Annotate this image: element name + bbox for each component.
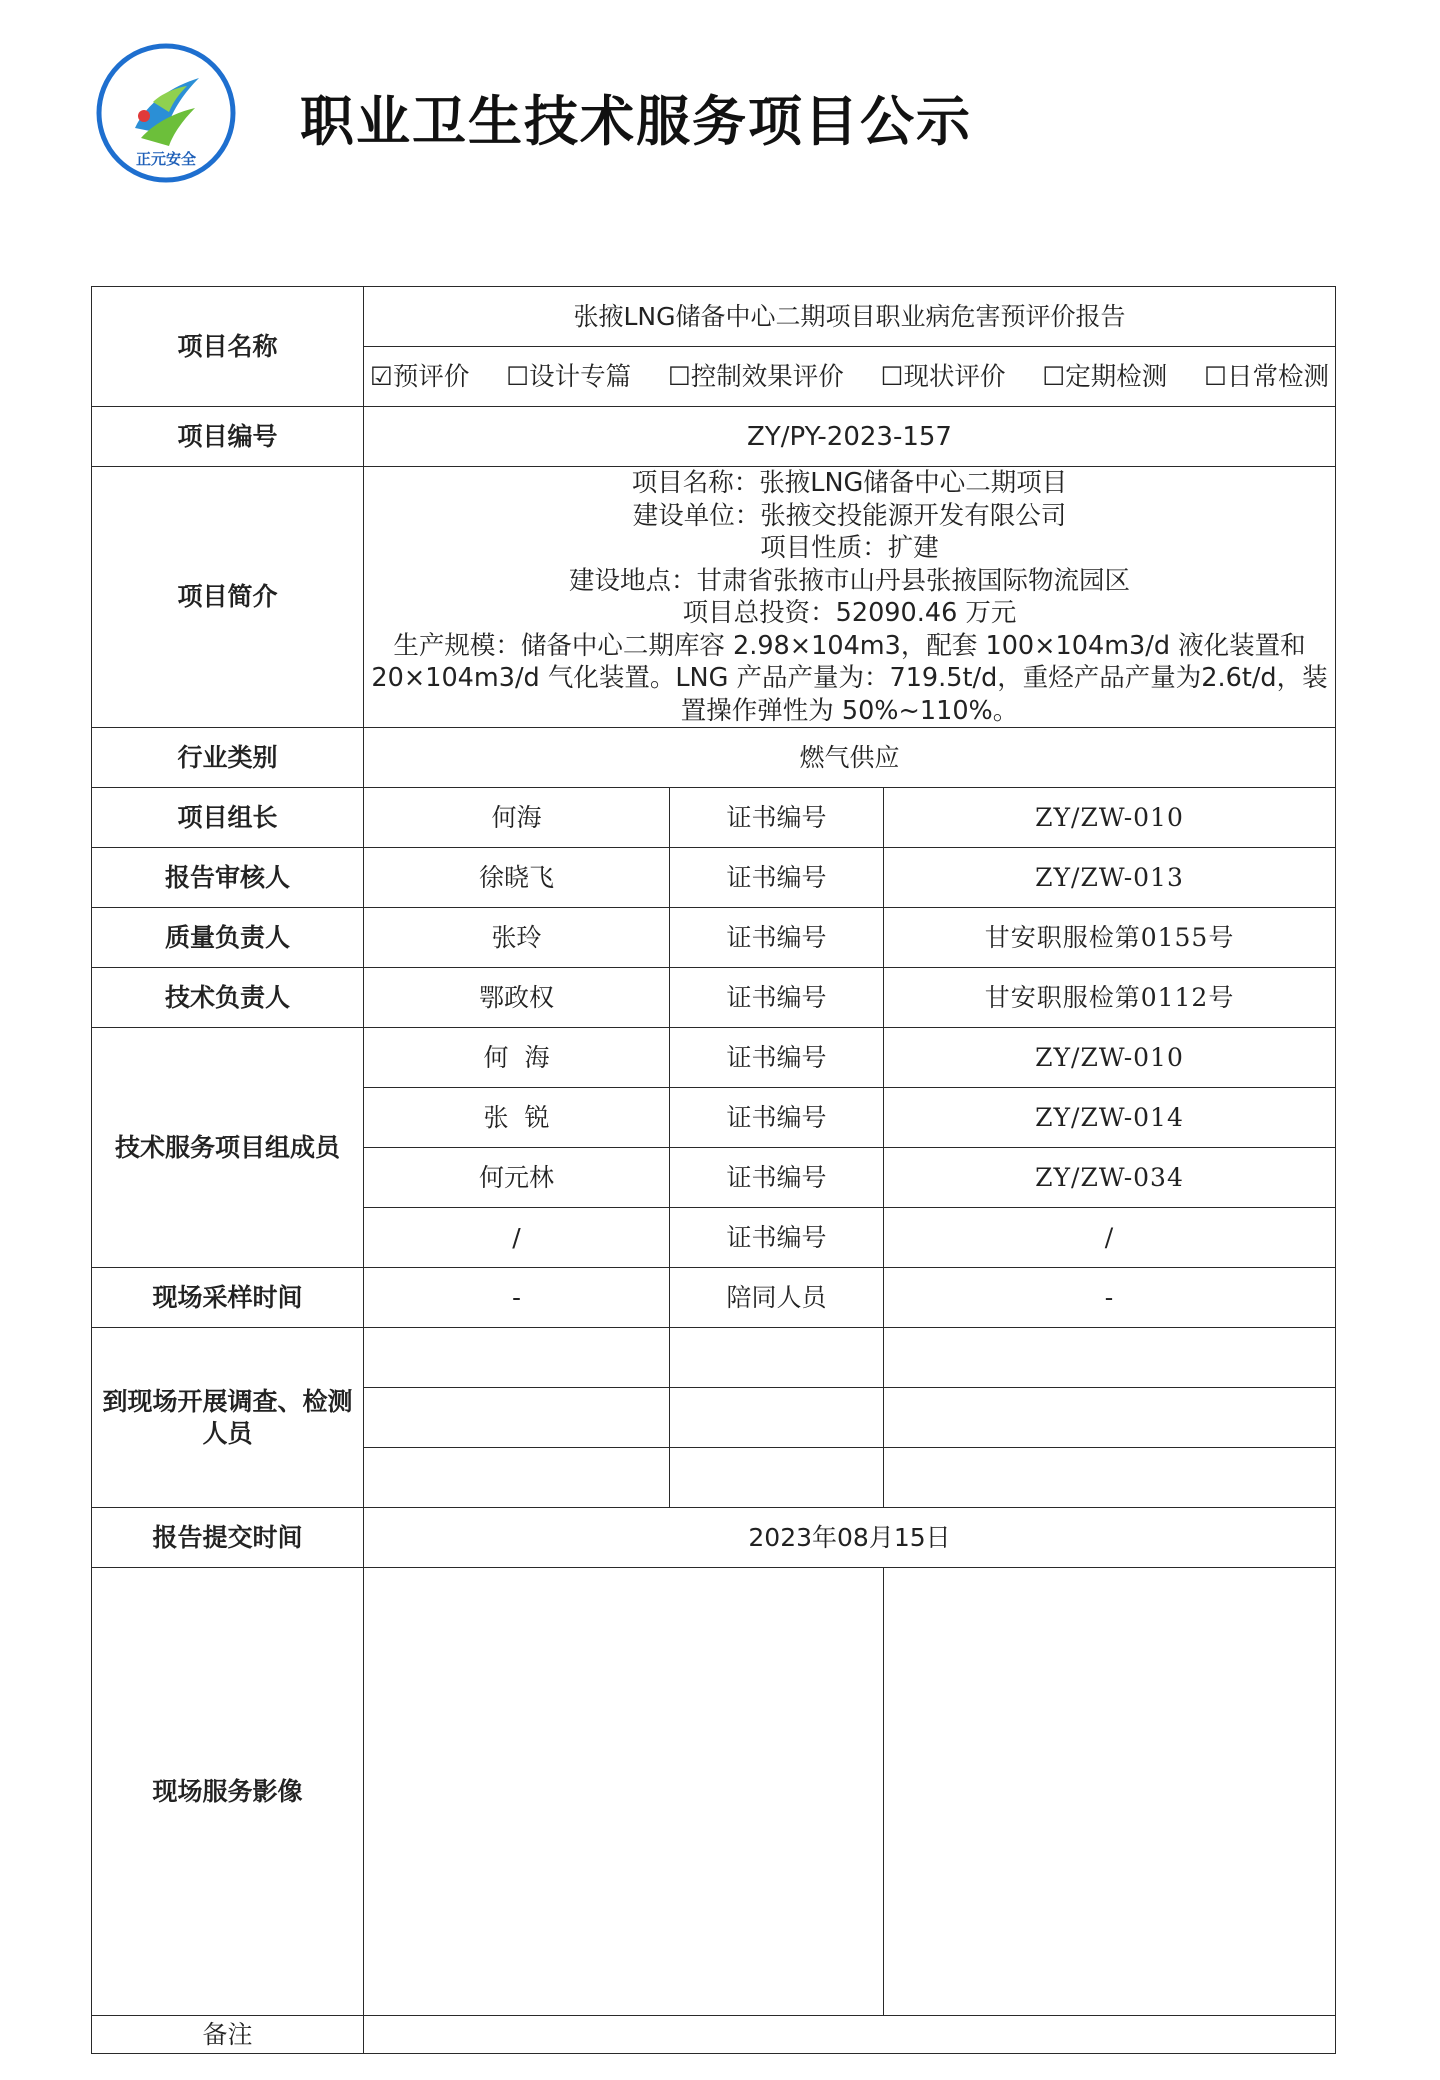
field-survey-cell: [884, 1328, 1336, 1388]
sampling-time-label: 现场采样时间: [92, 1268, 364, 1328]
member-name: 张 锐: [364, 1088, 670, 1148]
quality-role: 质量负责人: [92, 908, 364, 968]
intro-line: 项目总投资：52090.46 万元: [682, 598, 1017, 628]
project-number-label: 项目编号: [92, 407, 364, 467]
industry-value: 燃气供应: [364, 728, 1336, 788]
field-survey-cell: [364, 1328, 670, 1388]
type-periodic: ☐定期检测: [1042, 361, 1168, 392]
type-design: ☐设计专篇: [506, 361, 632, 392]
tech-cert: 甘安职服检第0112号: [884, 968, 1336, 1028]
industry-label: 行业类别: [92, 728, 364, 788]
submit-time-label: 报告提交时间: [92, 1508, 364, 1568]
companion-label: 陪同人员: [670, 1268, 884, 1328]
members-label: 技术服务项目组成员: [92, 1028, 364, 1268]
reviewer-name: 徐晓飞: [364, 848, 670, 908]
cert-label: 证书编号: [670, 848, 884, 908]
remarks-label: 备注: [92, 2016, 364, 2054]
type-control-effect: ☐控制效果评价: [667, 361, 844, 392]
sampling-time-value: -: [364, 1268, 670, 1328]
company-logo: [95, 42, 237, 184]
intro-line: 项目名称：张掖LNG储备中心二期项目: [631, 468, 1068, 498]
type-daily: ☐日常检测: [1204, 361, 1329, 392]
type-status: ☐现状评价: [880, 361, 1006, 392]
cert-label: 证书编号: [670, 968, 884, 1028]
project-intro-label: 项目简介: [92, 467, 364, 728]
member-name: 何元林: [364, 1148, 670, 1208]
page-title: 职业卫生技术服务项目公示: [300, 90, 972, 153]
reviewer-cert: ZY/ZW-013: [884, 848, 1336, 908]
field-survey-cell: [670, 1448, 884, 1508]
quality-cert: 甘安职服检第0155号: [884, 908, 1336, 968]
member-name: 何 海: [364, 1028, 670, 1088]
cert-label: 证书编号: [670, 1088, 884, 1148]
svg-text:正元安全: 正元安全: [135, 150, 197, 168]
site-image-right: [884, 1568, 1336, 2016]
submit-time-value: 2023年08月15日: [364, 1508, 1336, 1568]
type-pre-evaluation: ☑预评价: [370, 361, 470, 392]
cert-label: 证书编号: [670, 1148, 884, 1208]
project-number-value: ZY/PY-2023-157: [364, 407, 1336, 467]
remarks-value: [364, 2016, 1336, 2054]
project-intro: [364, 467, 1336, 728]
cert-label: 证书编号: [670, 788, 884, 848]
leader-name: 何海: [364, 788, 670, 848]
intro-line: 建设地点：甘肃省张掖市山丹县张掖国际物流园区: [569, 565, 1131, 596]
leader-cert: ZY/ZW-010: [884, 788, 1336, 848]
field-survey-cell: [670, 1388, 884, 1448]
companion-value: -: [884, 1268, 1336, 1328]
field-survey-cell: [364, 1388, 670, 1448]
member-cert: ZY/ZW-034: [884, 1148, 1336, 1208]
cert-label: 证书编号: [670, 1028, 884, 1088]
member-cert: ZY/ZW-014: [884, 1088, 1336, 1148]
field-survey-cell: [884, 1448, 1336, 1508]
cert-label: 证书编号: [670, 908, 884, 968]
member-name: /: [364, 1208, 670, 1268]
project-info-table: [91, 286, 1336, 2054]
quality-name: 张玲: [364, 908, 670, 968]
intro-scale: 生产规模：储备中心二期库容 2.98×104m3，配套 100×104m3/d 液化装置和20×104m3/d 气化装置。LNG 产品产量为：719.5t/d，重烃产品产量为2.6t/d，装置操作弹性为 50%~110%。: [371, 630, 1328, 726]
cert-label: 证书编号: [670, 1208, 884, 1268]
field-survey-label: 到现场开展调查、检测人员: [92, 1328, 364, 1508]
tech-name: 鄂政权: [364, 968, 670, 1028]
report-type-options: [364, 347, 1336, 407]
intro-line: 项目性质：扩建: [760, 533, 939, 563]
tech-role: 技术负责人: [92, 968, 364, 1028]
reviewer-role: 报告审核人: [92, 848, 364, 908]
member-cert: /: [884, 1208, 1336, 1268]
intro-line: 建设单位：张掖交投能源开发有限公司: [632, 500, 1067, 531]
field-survey-cell: [670, 1328, 884, 1388]
project-name-label: 项目名称: [92, 287, 364, 407]
site-images-label: 现场服务影像: [92, 1568, 364, 2016]
field-survey-cell: [884, 1388, 1336, 1448]
member-cert: ZY/ZW-010: [884, 1028, 1336, 1088]
site-image-left: [364, 1568, 884, 2016]
leader-role: 项目组长: [92, 788, 364, 848]
project-name-value: 张掖LNG储备中心二期项目职业病危害预评价报告: [364, 287, 1336, 347]
field-survey-cell: [364, 1448, 670, 1508]
